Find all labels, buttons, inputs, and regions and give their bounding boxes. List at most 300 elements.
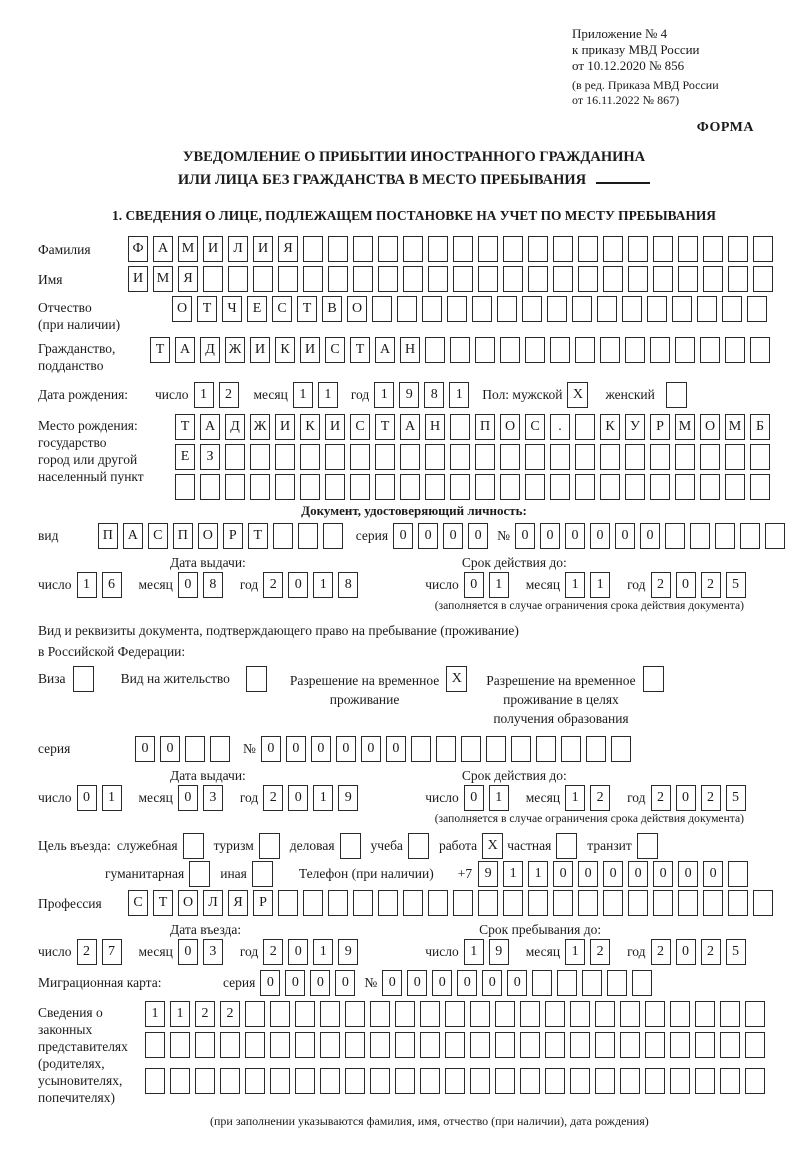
char-cell[interactable]: [300, 444, 320, 470]
char-cell[interactable]: 0: [676, 572, 696, 598]
char-cell[interactable]: [145, 1032, 165, 1058]
char-cell[interactable]: [395, 1001, 415, 1027]
char-cell[interactable]: [695, 1001, 715, 1027]
char-cell[interactable]: [675, 444, 695, 470]
char-cell[interactable]: Я: [178, 266, 198, 292]
char-cell[interactable]: [670, 1068, 690, 1094]
char-cell[interactable]: 2: [77, 939, 97, 965]
char-cell[interactable]: [597, 296, 617, 322]
char-cell[interactable]: [420, 1032, 440, 1058]
char-cell[interactable]: [750, 444, 770, 470]
char-cell[interactable]: [497, 296, 517, 322]
char-cell[interactable]: [578, 236, 598, 262]
char-cell[interactable]: 0: [386, 736, 406, 762]
char-cell[interactable]: [425, 337, 445, 363]
char-cell[interactable]: И: [325, 414, 345, 440]
char-cell[interactable]: [678, 236, 698, 262]
char-cell[interactable]: [295, 1068, 315, 1094]
char-cell[interactable]: [328, 266, 348, 292]
char-cell[interactable]: [547, 296, 567, 322]
char-cell[interactable]: [250, 474, 270, 500]
char-cell[interactable]: Р: [253, 890, 273, 916]
char-cell[interactable]: [470, 1001, 490, 1027]
char-cell[interactable]: Н: [425, 414, 445, 440]
char-cell[interactable]: [378, 236, 398, 262]
char-cell[interactable]: 0: [335, 970, 355, 996]
char-cell[interactable]: [353, 236, 373, 262]
temp-residence-edu-checkbox[interactable]: [643, 666, 664, 692]
char-cell[interactable]: 0: [418, 523, 438, 549]
char-cell[interactable]: [570, 1001, 590, 1027]
char-cell[interactable]: [620, 1001, 640, 1027]
char-cell[interactable]: 1: [590, 572, 610, 598]
char-cell[interactable]: 1: [77, 572, 97, 598]
gender-female-checkbox[interactable]: [666, 382, 687, 408]
char-cell[interactable]: [611, 736, 631, 762]
char-cell[interactable]: [345, 1001, 365, 1027]
char-cell[interactable]: 0: [77, 785, 97, 811]
char-cell[interactable]: 0: [443, 523, 463, 549]
char-cell[interactable]: [545, 1032, 565, 1058]
char-cell[interactable]: [525, 444, 545, 470]
char-cell[interactable]: Т: [350, 337, 370, 363]
char-cell[interactable]: [295, 1001, 315, 1027]
char-cell[interactable]: [378, 890, 398, 916]
char-cell[interactable]: [525, 337, 545, 363]
char-cell[interactable]: Я: [228, 890, 248, 916]
char-cell[interactable]: 1: [318, 382, 338, 408]
char-cell[interactable]: [557, 970, 577, 996]
char-cell[interactable]: [195, 1032, 215, 1058]
char-cell[interactable]: [450, 414, 470, 440]
char-cell[interactable]: [428, 266, 448, 292]
char-cell[interactable]: 0: [464, 572, 484, 598]
char-cell[interactable]: 1: [489, 785, 509, 811]
char-cell[interactable]: [170, 1032, 190, 1058]
char-cell[interactable]: [628, 890, 648, 916]
char-cell[interactable]: С: [148, 523, 168, 549]
char-cell[interactable]: [500, 337, 520, 363]
char-cell[interactable]: 0: [565, 523, 585, 549]
char-cell[interactable]: [725, 444, 745, 470]
char-cell[interactable]: 0: [286, 736, 306, 762]
char-cell[interactable]: [603, 236, 623, 262]
char-cell[interactable]: 0: [540, 523, 560, 549]
char-cell[interactable]: 0: [507, 970, 527, 996]
char-cell[interactable]: 0: [628, 861, 648, 887]
purpose-work-checkbox[interactable]: X: [482, 833, 503, 859]
char-cell[interactable]: [395, 1032, 415, 1058]
char-cell[interactable]: Т: [175, 414, 195, 440]
char-cell[interactable]: 1: [503, 861, 523, 887]
char-cell[interactable]: 9: [489, 939, 509, 965]
char-cell[interactable]: [695, 1068, 715, 1094]
char-cell[interactable]: 0: [382, 970, 402, 996]
char-cell[interactable]: [703, 266, 723, 292]
char-cell[interactable]: [245, 1068, 265, 1094]
char-cell[interactable]: [607, 970, 627, 996]
char-cell[interactable]: Ж: [225, 337, 245, 363]
char-cell[interactable]: 1: [528, 861, 548, 887]
char-cell[interactable]: [570, 1068, 590, 1094]
char-cell[interactable]: М: [178, 236, 198, 262]
char-cell[interactable]: [600, 337, 620, 363]
char-cell[interactable]: [303, 266, 323, 292]
char-cell[interactable]: 0: [653, 861, 673, 887]
char-cell[interactable]: [273, 523, 293, 549]
char-cell[interactable]: Р: [223, 523, 243, 549]
char-cell[interactable]: [650, 474, 670, 500]
char-cell[interactable]: [175, 474, 195, 500]
visa-checkbox[interactable]: [73, 666, 94, 692]
char-cell[interactable]: [203, 266, 223, 292]
purpose-transit-checkbox[interactable]: [637, 833, 658, 859]
char-cell[interactable]: 9: [338, 785, 358, 811]
char-cell[interactable]: [472, 296, 492, 322]
char-cell[interactable]: [450, 444, 470, 470]
char-cell[interactable]: [425, 474, 445, 500]
char-cell[interactable]: С: [325, 337, 345, 363]
char-cell[interactable]: 1: [170, 1001, 190, 1027]
char-cell[interactable]: [395, 1068, 415, 1094]
char-cell[interactable]: [653, 890, 673, 916]
char-cell[interactable]: [740, 523, 760, 549]
char-cell[interactable]: [250, 444, 270, 470]
char-cell[interactable]: [210, 736, 230, 762]
char-cell[interactable]: [600, 474, 620, 500]
char-cell[interactable]: 0: [135, 736, 155, 762]
char-cell[interactable]: О: [700, 414, 720, 440]
char-cell[interactable]: [478, 890, 498, 916]
char-cell[interactable]: [403, 890, 423, 916]
char-cell[interactable]: [575, 444, 595, 470]
char-cell[interactable]: [453, 890, 473, 916]
char-cell[interactable]: [532, 970, 552, 996]
char-cell[interactable]: 0: [457, 970, 477, 996]
char-cell[interactable]: [620, 1032, 640, 1058]
char-cell[interactable]: 1: [313, 572, 333, 598]
char-cell[interactable]: И: [128, 266, 148, 292]
char-cell[interactable]: 9: [338, 939, 358, 965]
char-cell[interactable]: 0: [336, 736, 356, 762]
char-cell[interactable]: [478, 236, 498, 262]
char-cell[interactable]: [765, 523, 785, 549]
char-cell[interactable]: [572, 296, 592, 322]
char-cell[interactable]: У: [625, 414, 645, 440]
char-cell[interactable]: [545, 1068, 565, 1094]
char-cell[interactable]: [578, 890, 598, 916]
char-cell[interactable]: [553, 266, 573, 292]
char-cell[interactable]: [278, 266, 298, 292]
char-cell[interactable]: [720, 1032, 740, 1058]
char-cell[interactable]: [703, 236, 723, 262]
char-cell[interactable]: [645, 1068, 665, 1094]
char-cell[interactable]: О: [198, 523, 218, 549]
char-cell[interactable]: 0: [468, 523, 488, 549]
char-cell[interactable]: [695, 1032, 715, 1058]
char-cell[interactable]: 0: [464, 785, 484, 811]
char-cell[interactable]: 1: [464, 939, 484, 965]
char-cell[interactable]: [445, 1032, 465, 1058]
char-cell[interactable]: [722, 296, 742, 322]
char-cell[interactable]: [425, 444, 445, 470]
char-cell[interactable]: [447, 296, 467, 322]
char-cell[interactable]: [420, 1001, 440, 1027]
char-cell[interactable]: [345, 1032, 365, 1058]
char-cell[interactable]: 8: [424, 382, 444, 408]
char-cell[interactable]: [715, 523, 735, 549]
char-cell[interactable]: И: [250, 337, 270, 363]
char-cell[interactable]: [570, 1032, 590, 1058]
char-cell[interactable]: 0: [432, 970, 452, 996]
char-cell[interactable]: О: [178, 890, 198, 916]
gender-male-checkbox[interactable]: X: [567, 382, 588, 408]
char-cell[interactable]: [728, 890, 748, 916]
char-cell[interactable]: М: [153, 266, 173, 292]
char-cell[interactable]: Д: [200, 337, 220, 363]
char-cell[interactable]: [753, 890, 773, 916]
char-cell[interactable]: Б: [750, 414, 770, 440]
char-cell[interactable]: [595, 1068, 615, 1094]
char-cell[interactable]: Ж: [250, 414, 270, 440]
char-cell[interactable]: [400, 474, 420, 500]
char-cell[interactable]: [270, 1032, 290, 1058]
char-cell[interactable]: Е: [175, 444, 195, 470]
char-cell[interactable]: 2: [651, 939, 671, 965]
char-cell[interactable]: А: [400, 414, 420, 440]
char-cell[interactable]: [700, 444, 720, 470]
char-cell[interactable]: Л: [203, 890, 223, 916]
char-cell[interactable]: Т: [248, 523, 268, 549]
char-cell[interactable]: [575, 414, 595, 440]
char-cell[interactable]: [170, 1068, 190, 1094]
char-cell[interactable]: 0: [640, 523, 660, 549]
char-cell[interactable]: [595, 1001, 615, 1027]
char-cell[interactable]: [445, 1068, 465, 1094]
char-cell[interactable]: М: [675, 414, 695, 440]
char-cell[interactable]: [697, 296, 717, 322]
char-cell[interactable]: [520, 1032, 540, 1058]
char-cell[interactable]: 2: [195, 1001, 215, 1027]
char-cell[interactable]: [620, 1068, 640, 1094]
char-cell[interactable]: [500, 474, 520, 500]
purpose-private-checkbox[interactable]: [556, 833, 577, 859]
char-cell[interactable]: 0: [361, 736, 381, 762]
char-cell[interactable]: 0: [703, 861, 723, 887]
char-cell[interactable]: 9: [478, 861, 498, 887]
char-cell[interactable]: [690, 523, 710, 549]
char-cell[interactable]: [375, 444, 395, 470]
purpose-other-checkbox[interactable]: [252, 861, 273, 887]
char-cell[interactable]: [665, 523, 685, 549]
char-cell[interactable]: [325, 474, 345, 500]
char-cell[interactable]: [353, 890, 373, 916]
char-cell[interactable]: [745, 1032, 765, 1058]
char-cell[interactable]: [450, 474, 470, 500]
char-cell[interactable]: [245, 1032, 265, 1058]
char-cell[interactable]: [582, 970, 602, 996]
char-cell[interactable]: 0: [260, 970, 280, 996]
char-cell[interactable]: [622, 296, 642, 322]
char-cell[interactable]: 2: [263, 939, 283, 965]
char-cell[interactable]: П: [173, 523, 193, 549]
char-cell[interactable]: [375, 474, 395, 500]
char-cell[interactable]: 0: [288, 572, 308, 598]
char-cell[interactable]: 2: [701, 572, 721, 598]
char-cell[interactable]: [450, 337, 470, 363]
char-cell[interactable]: 1: [374, 382, 394, 408]
char-cell[interactable]: С: [272, 296, 292, 322]
char-cell[interactable]: А: [175, 337, 195, 363]
char-cell[interactable]: 0: [393, 523, 413, 549]
char-cell[interactable]: [275, 444, 295, 470]
char-cell[interactable]: [403, 236, 423, 262]
char-cell[interactable]: 0: [553, 861, 573, 887]
char-cell[interactable]: [578, 266, 598, 292]
char-cell[interactable]: 0: [515, 523, 535, 549]
char-cell[interactable]: [750, 337, 770, 363]
char-cell[interactable]: [278, 890, 298, 916]
char-cell[interactable]: [522, 296, 542, 322]
char-cell[interactable]: [728, 861, 748, 887]
char-cell[interactable]: 3: [203, 785, 223, 811]
char-cell[interactable]: [511, 736, 531, 762]
char-cell[interactable]: М: [725, 414, 745, 440]
char-cell[interactable]: [670, 1001, 690, 1027]
char-cell[interactable]: [270, 1068, 290, 1094]
char-cell[interactable]: [495, 1001, 515, 1027]
char-cell[interactable]: К: [275, 337, 295, 363]
char-cell[interactable]: Н: [400, 337, 420, 363]
char-cell[interactable]: [320, 1068, 340, 1094]
char-cell[interactable]: Е: [247, 296, 267, 322]
char-cell[interactable]: [647, 296, 667, 322]
char-cell[interactable]: [545, 1001, 565, 1027]
char-cell[interactable]: [503, 266, 523, 292]
purpose-official-checkbox[interactable]: [183, 833, 204, 859]
char-cell[interactable]: 1: [102, 785, 122, 811]
char-cell[interactable]: Т: [153, 890, 173, 916]
char-cell[interactable]: [628, 236, 648, 262]
char-cell[interactable]: П: [98, 523, 118, 549]
residence-permit-checkbox[interactable]: [246, 666, 267, 692]
char-cell[interactable]: 3: [203, 939, 223, 965]
char-cell[interactable]: 6: [102, 572, 122, 598]
char-cell[interactable]: [747, 296, 767, 322]
char-cell[interactable]: 0: [178, 572, 198, 598]
char-cell[interactable]: Т: [197, 296, 217, 322]
char-cell[interactable]: 9: [399, 382, 419, 408]
char-cell[interactable]: [725, 337, 745, 363]
char-cell[interactable]: [486, 736, 506, 762]
char-cell[interactable]: [475, 337, 495, 363]
char-cell[interactable]: [575, 474, 595, 500]
char-cell[interactable]: А: [200, 414, 220, 440]
char-cell[interactable]: [478, 266, 498, 292]
char-cell[interactable]: [645, 1001, 665, 1027]
char-cell[interactable]: 0: [676, 785, 696, 811]
char-cell[interactable]: 0: [310, 970, 330, 996]
char-cell[interactable]: 0: [590, 523, 610, 549]
char-cell[interactable]: [700, 474, 720, 500]
char-cell[interactable]: [411, 736, 431, 762]
char-cell[interactable]: [475, 474, 495, 500]
char-cell[interactable]: [353, 266, 373, 292]
char-cell[interactable]: З: [200, 444, 220, 470]
char-cell[interactable]: [400, 444, 420, 470]
char-cell[interactable]: [300, 474, 320, 500]
char-cell[interactable]: 2: [701, 785, 721, 811]
char-cell[interactable]: [528, 890, 548, 916]
char-cell[interactable]: [323, 523, 343, 549]
char-cell[interactable]: [253, 266, 273, 292]
char-cell[interactable]: [561, 736, 581, 762]
char-cell[interactable]: [303, 890, 323, 916]
char-cell[interactable]: [320, 1032, 340, 1058]
char-cell[interactable]: [275, 474, 295, 500]
temp-residence-checkbox[interactable]: X: [446, 666, 467, 692]
char-cell[interactable]: [728, 236, 748, 262]
char-cell[interactable]: 0: [178, 939, 198, 965]
char-cell[interactable]: Т: [150, 337, 170, 363]
char-cell[interactable]: [650, 444, 670, 470]
char-cell[interactable]: [270, 1001, 290, 1027]
char-cell[interactable]: Т: [375, 414, 395, 440]
char-cell[interactable]: 0: [160, 736, 180, 762]
char-cell[interactable]: [350, 444, 370, 470]
char-cell[interactable]: [195, 1068, 215, 1094]
char-cell[interactable]: Ч: [222, 296, 242, 322]
char-cell[interactable]: 2: [651, 785, 671, 811]
char-cell[interactable]: [628, 266, 648, 292]
char-cell[interactable]: [370, 1001, 390, 1027]
char-cell[interactable]: [625, 474, 645, 500]
char-cell[interactable]: [745, 1068, 765, 1094]
char-cell[interactable]: [378, 266, 398, 292]
char-cell[interactable]: [725, 474, 745, 500]
char-cell[interactable]: П: [475, 414, 495, 440]
char-cell[interactable]: С: [128, 890, 148, 916]
char-cell[interactable]: А: [153, 236, 173, 262]
char-cell[interactable]: 5: [726, 572, 746, 598]
char-cell[interactable]: 0: [407, 970, 427, 996]
char-cell[interactable]: И: [300, 337, 320, 363]
char-cell[interactable]: 0: [678, 861, 698, 887]
char-cell[interactable]: [220, 1068, 240, 1094]
char-cell[interactable]: [328, 236, 348, 262]
char-cell[interactable]: Т: [297, 296, 317, 322]
char-cell[interactable]: [625, 337, 645, 363]
char-cell[interactable]: 2: [219, 382, 239, 408]
char-cell[interactable]: 5: [726, 785, 746, 811]
char-cell[interactable]: [650, 337, 670, 363]
char-cell[interactable]: [632, 970, 652, 996]
char-cell[interactable]: [436, 736, 456, 762]
char-cell[interactable]: [495, 1032, 515, 1058]
char-cell[interactable]: [295, 1032, 315, 1058]
char-cell[interactable]: [328, 890, 348, 916]
char-cell[interactable]: [675, 337, 695, 363]
char-cell[interactable]: [553, 890, 573, 916]
char-cell[interactable]: [500, 444, 520, 470]
char-cell[interactable]: [185, 736, 205, 762]
char-cell[interactable]: Ф: [128, 236, 148, 262]
char-cell[interactable]: [603, 890, 623, 916]
char-cell[interactable]: 0: [311, 736, 331, 762]
char-cell[interactable]: [528, 266, 548, 292]
char-cell[interactable]: О: [500, 414, 520, 440]
char-cell[interactable]: [728, 266, 748, 292]
